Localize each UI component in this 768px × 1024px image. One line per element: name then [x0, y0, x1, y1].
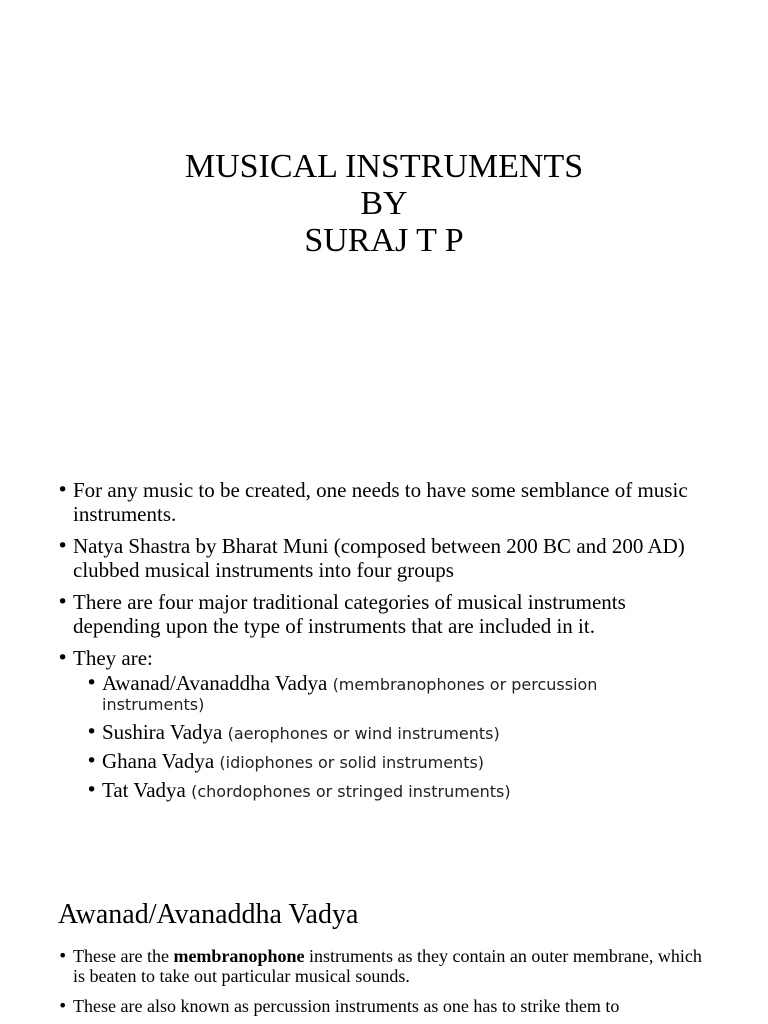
- category-item: [73, 720, 712, 744]
- title-line-1: MUSICAL INSTRUMENTS: [184, 148, 584, 185]
- section-bullet: [0, 946, 768, 986]
- intro-bullet: [0, 478, 768, 526]
- section-bullet-bold-term: membranophone: [173, 946, 305, 966]
- intro-bullet: [0, 534, 768, 582]
- title-line-2: BY: [360, 185, 408, 222]
- category-list: [73, 671, 712, 802]
- awanad-section: [0, 898, 768, 1024]
- intro-slide: [0, 478, 768, 810]
- category-description: (idiophones or solid instruments): [219, 753, 485, 772]
- category-item: [73, 778, 712, 802]
- category-item: [73, 671, 712, 714]
- title-slide: [0, 148, 768, 259]
- category-name: Tat Vadya: [102, 778, 186, 802]
- category-description: (aerophones or wind instruments): [227, 724, 500, 743]
- intro-bullet: [0, 646, 768, 801]
- category-name: Sushira Vadya: [102, 720, 223, 744]
- section-bullet-text-after: instruments as they contain an outer membrane, which is beaten to take out particular musical sounds.: [73, 946, 702, 986]
- section-bullet-text-before: These are the: [73, 946, 174, 966]
- category-name: Awanad/Avanaddha Vadya: [102, 671, 328, 695]
- category-name: Ghana Vadya: [102, 749, 215, 773]
- intro-bullet-text: Natya Shastra by Bharat Muni (composed between 200 BC and 200 AD) clubbed musical instruments into four groups: [73, 534, 685, 582]
- category-description: (chordophones or stringed instruments): [191, 782, 511, 801]
- intro-bullet-text: For any music to be created, one needs to have some semblance of music instruments.: [73, 478, 688, 526]
- intro-bullet-text: They are:: [73, 646, 153, 670]
- intro-bullet: [0, 590, 768, 638]
- category-description: (membranophones or percussion instruments): [102, 675, 598, 714]
- section-bullet: [0, 996, 768, 1016]
- intro-bullet-text: There are four major traditional categories of musical instruments depending upon the type of instruments that are included in it.: [73, 590, 626, 638]
- intro-bullet-list: [0, 478, 768, 801]
- section-heading: Awanad/Avanaddha Vadya: [58, 899, 359, 930]
- section-bullet-text: These are also known as percussion instruments as one has to strike them to: [73, 996, 620, 1016]
- title-line-3: SURAJ T P: [304, 222, 464, 259]
- category-item: [73, 749, 712, 773]
- section-bullet-list: [0, 946, 768, 1016]
